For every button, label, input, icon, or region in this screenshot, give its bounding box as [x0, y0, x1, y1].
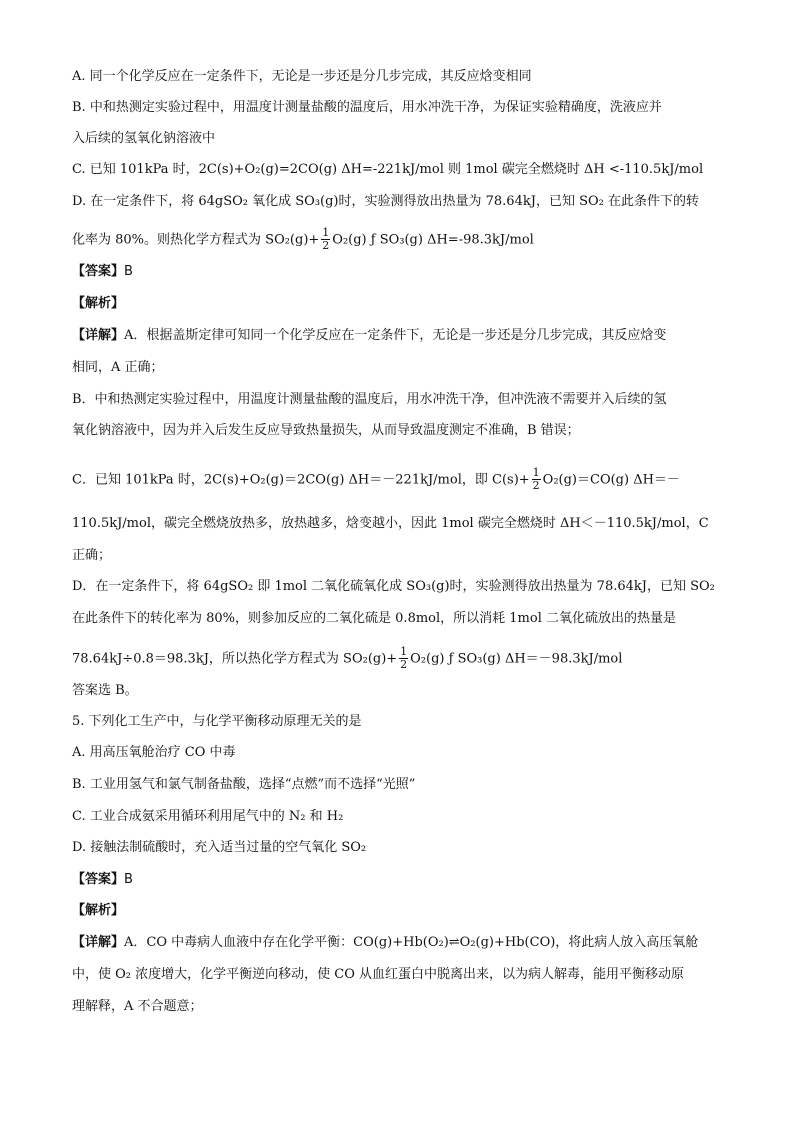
fraction-one-half: $\frac{1}{2}$ — [400, 645, 408, 671]
q4-explanation-line4: 氧化钠溶液中，因为并入后发生反应导致热量损失，从而导致温度测定不准确，B 错误； — [72, 423, 580, 438]
q4-analysis-heading: 【解析】 — [72, 296, 125, 311]
q4-explanation-d-line2: 在此条件下的转化率为 80%，则参加反应的二氧化硫是 0.8mol，所以消耗 1mol 二氧化硫放出的热量是 — [72, 611, 676, 626]
q5-option-c: C. 工业合成氨采用循环利用尾气中的 N₂ 和 H₂ — [72, 809, 344, 824]
q5-explanation-line2: 中，使 O₂ 浓度增大，化学平衡逆向移动，使 CO 从血红蛋白中脱离出来，以为病人解毒，能用平衡移动原 — [72, 967, 685, 982]
q4-explanation-line2: 相同，A 正确； — [72, 360, 164, 375]
q5-explanation-line3: 理解释，A 不合题意； — [72, 999, 203, 1014]
q4-option-d-line1: D. 在一定条件下，将 64gSO₂ 氧化成 SO₃(g)时，实验测得放出热量为 78.64kJ，已知 SO₂ 在此条件下的转 — [72, 194, 699, 209]
q4-option-d-line2: 化率为 80%。则热化学方程式为 SO₂(g)+ $\frac{1}{2}$ O₂(g) ƒ SO₃(g) ΔH=-98.3kJ/mol — [72, 226, 534, 252]
q5-answer: 【答案】B — [72, 872, 133, 887]
q4-answer: 【答案】B — [72, 264, 133, 279]
q5-option-b: B. 工业用氢气和氯气制备盐酸，选择“点燃”而不选择“光照” — [72, 777, 416, 792]
q4-conclusion: 答案选 B。 — [72, 683, 138, 698]
q4-explanation-c-line3: 正确； — [72, 548, 112, 563]
q5-explanation-line1: 【详解】A．CO 中毒病人血液中存在化学平衡：CO(g)+Hb(O₂)⇌O₂(g)+Hb(CO)，将此病人放入高压氧舱 — [72, 935, 699, 950]
fraction-one-half: $\frac{1}{2}$ — [532, 466, 540, 492]
q5-stem: 5. 下列化工生产中，与化学平衡移动原理无关的是 — [72, 714, 362, 729]
q5-analysis-heading: 【解析】 — [72, 903, 125, 918]
q4-explanation-d-line1: D．在一定条件下，将 64gSO₂ 即 1mol 二氧化硫氧化成 SO₃(g)时，实验测得放出热量为 78.64kJ，已知 SO₂ — [72, 579, 715, 594]
q4-explanation-c-line1: C．已知 101kPa 时，2C(s)+O₂(g)＝2CO(g) ΔH＝－221kJ/mol，即 C(s)+ $\frac{1}{2}$ O₂(g)＝CO(g) ΔH＝－ — [72, 466, 680, 492]
q5-option-d: D. 接触法制硫酸时，充入适当过量的空气氧化 SO₂ — [72, 840, 367, 855]
fraction-one-half: $\frac{1}{2}$ — [322, 226, 330, 252]
q4-explanation-line1: 【详解】A．根据盖斯定律可知同一个化学反应在一定条件下，无论是一步还是分几步完成，其反应焓变 — [72, 328, 667, 343]
q4-option-b-line1: B. 中和热测定实验过程中，用温度计测量盐酸的温度后，用水冲洗干净，为保证实验精确度，洗液应并 — [72, 100, 662, 115]
q5-option-a: A. 用高压氧舱治疗 CO 中毒 — [72, 745, 236, 760]
q4-option-a: A. 同一个化学反应在一定条件下，无论是一步还是分几步完成，其反应焓变相同 — [72, 69, 532, 84]
q4-option-b-line2: 入后续的氢氧化钠溶液中 — [72, 131, 216, 146]
q4-explanation-line3: B．中和热测定实验过程中，用温度计测量盐酸的温度后，用水冲洗干净，但冲洗液不需要并入后续的氢 — [72, 392, 667, 407]
q4-option-c: C. 已知 101kPa 时，2C(s)+O₂(g)=2CO(g) ΔH=-221kJ/mol 则 1mol 碳完全燃烧时 ΔH <-110.5kJ/mol — [72, 162, 704, 177]
q4-explanation-c-line2: 110.5kJ/mol，碳完全燃烧放热多，放热越多，焓变越小，因此 1mol 碳完全燃烧时 ΔH＜－110.5kJ/mol，C — [72, 516, 709, 531]
q4-explanation-d-line3: 78.64kJ÷0.8＝98.3kJ，所以热化学方程式为 SO₂(g)+ $\frac{1}{2}$ O₂(g) ƒ SO₃(g) ΔH＝－98.3kJ/mol — [72, 645, 623, 671]
